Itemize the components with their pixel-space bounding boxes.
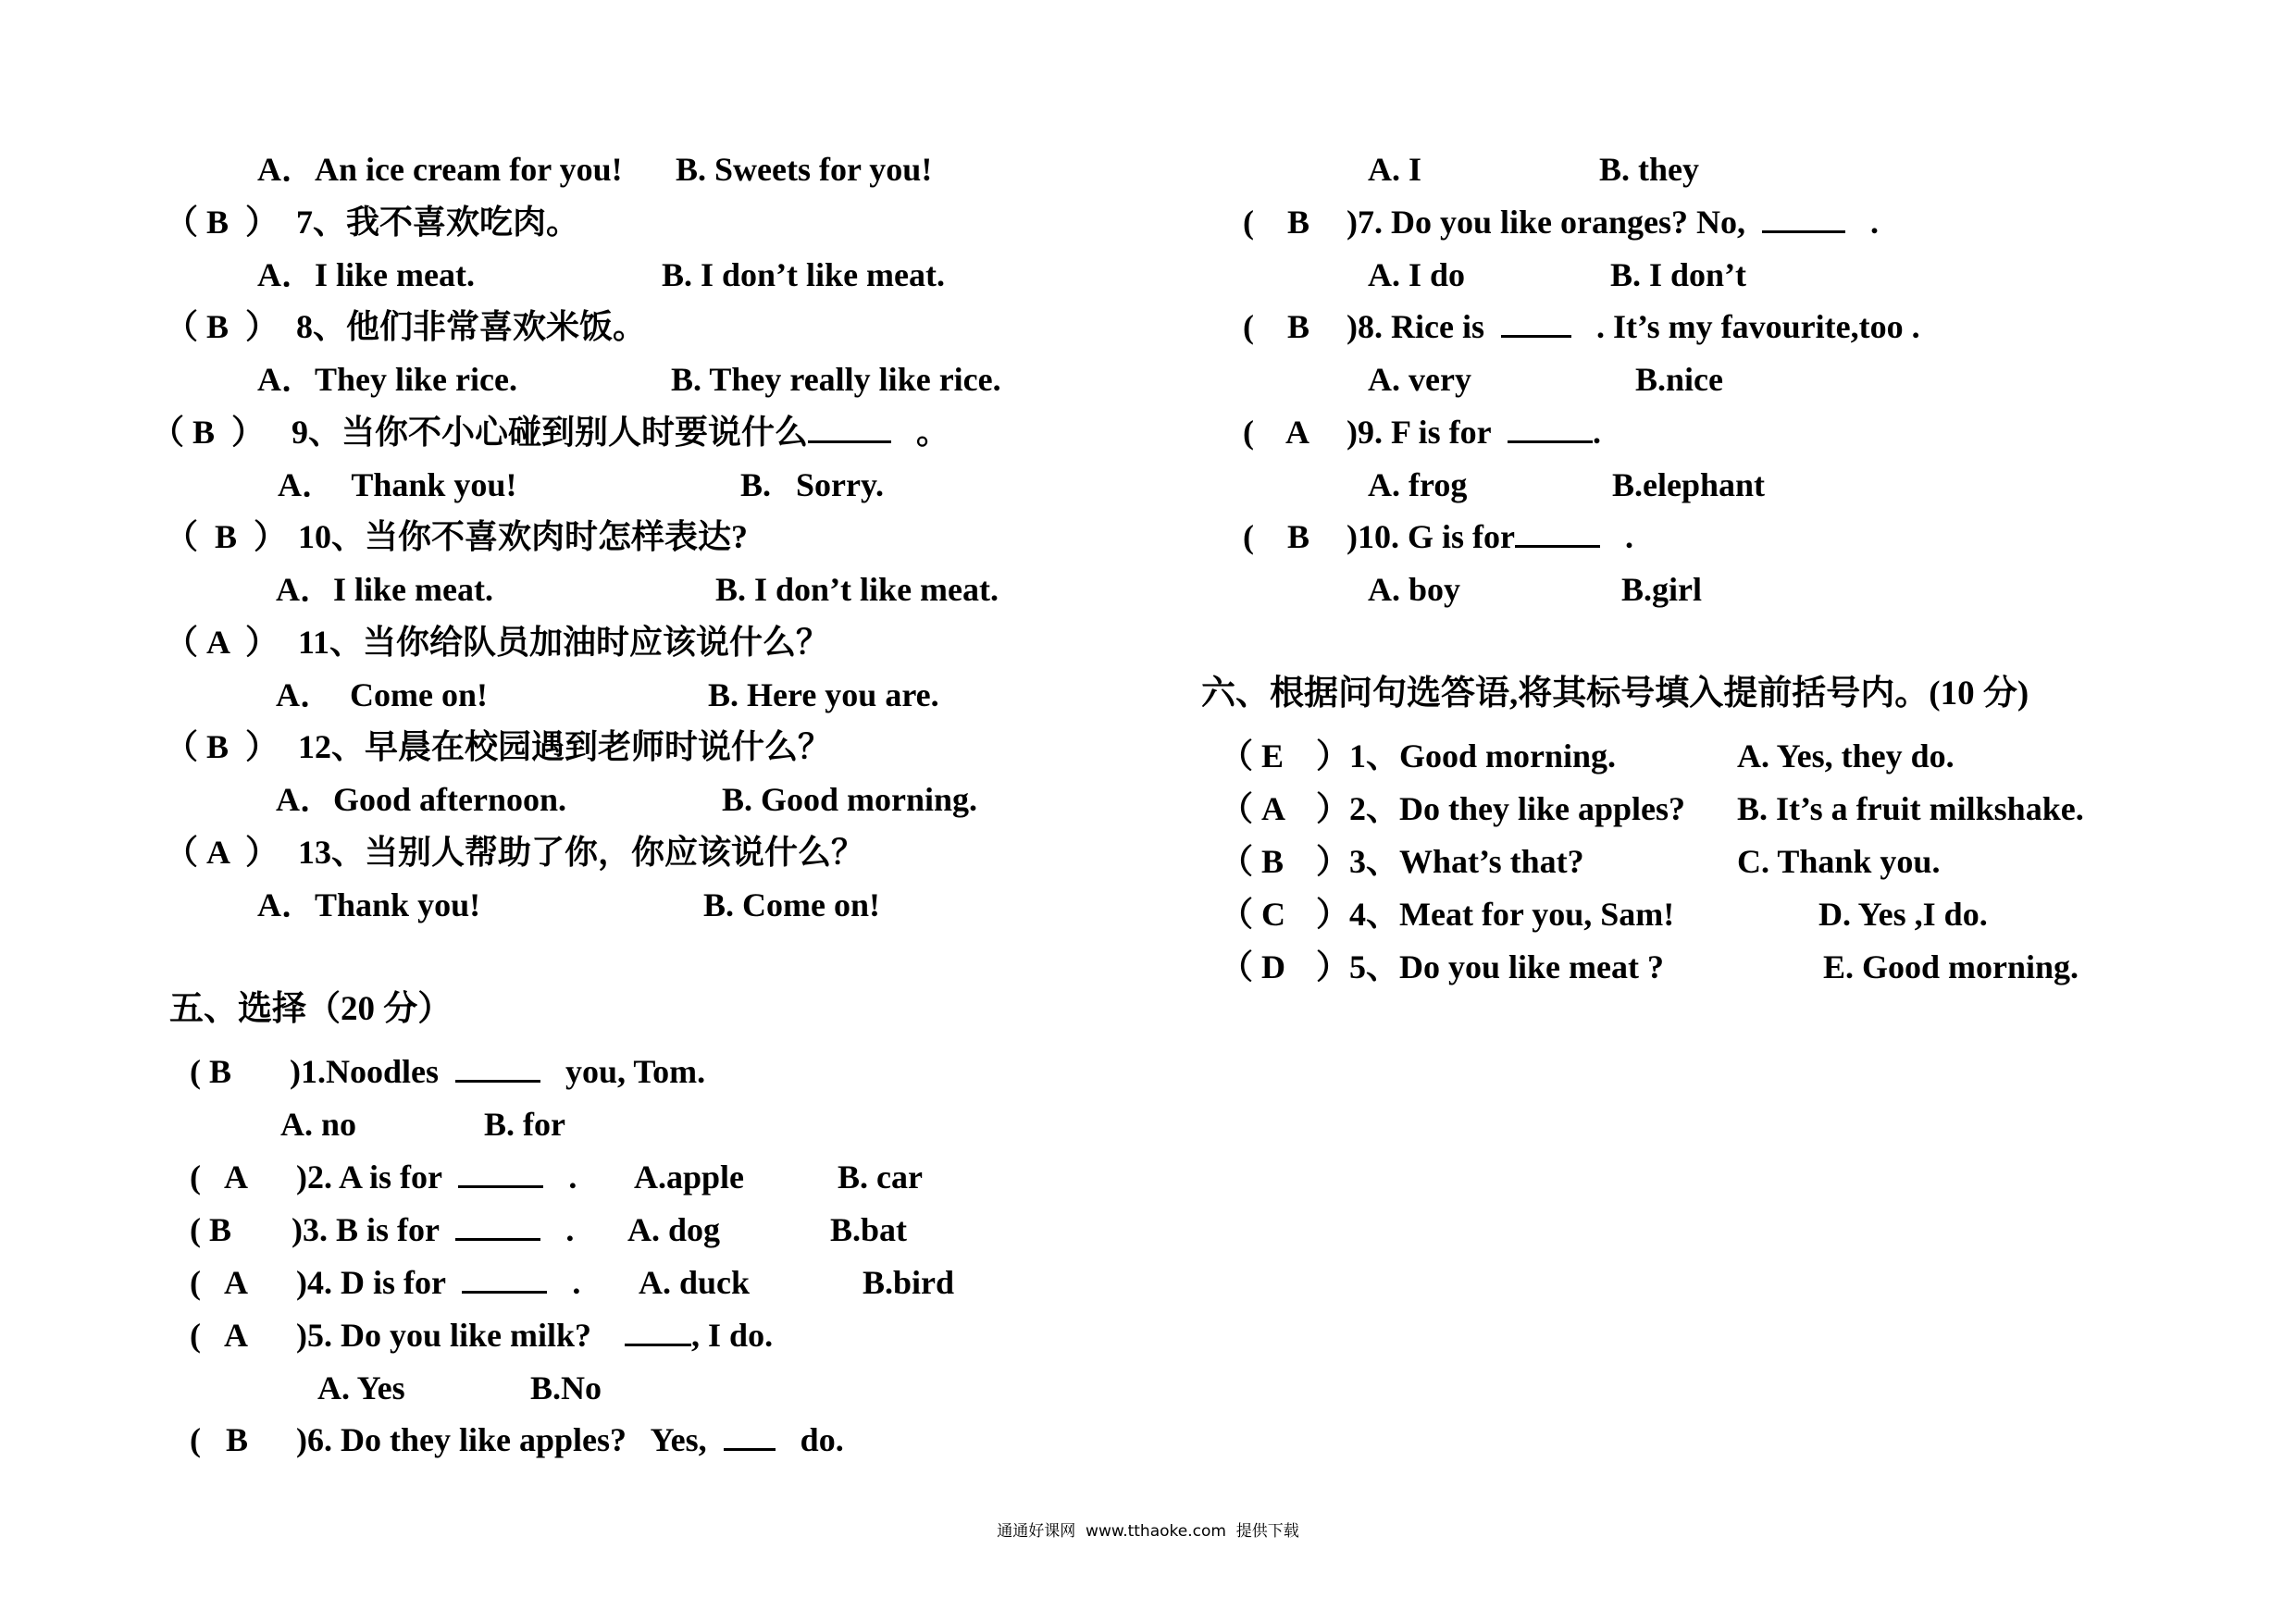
answer-letter: A <box>206 834 230 871</box>
section-5-heading: 五、选择（20 分） <box>169 990 453 1028</box>
question-s5-q9: )9. F is for . <box>1347 414 1601 451</box>
answer-paren-s5-q9: ( A <box>1243 414 1310 451</box>
question-s5-q2: )2. A is for . <box>296 1158 577 1196</box>
question-s6-4: ）4、Meat for you, Sam! <box>1316 896 1675 933</box>
answer-paren-s6-3: （ B <box>1220 843 1285 880</box>
question-s6-1: ）1、Good morning. <box>1316 737 1617 774</box>
question-q12: 12、早晨在校园遇到老师时说什么？ <box>298 728 832 765</box>
option-a: A. Yes <box>317 1369 405 1406</box>
question-s5-q10: )10. G is for . <box>1347 518 1633 555</box>
answer-letter: B <box>209 1211 232 1248</box>
answer-letter: A <box>224 1317 249 1354</box>
option-a: A．I like meat. <box>276 571 493 608</box>
question-s5-q8: )8. Rice is . It’s my favourite,too . <box>1347 308 1920 345</box>
answer-paren-q13: （ A ） <box>165 834 279 871</box>
option-a: A. very <box>1368 361 1471 398</box>
option-a: A. no <box>280 1106 357 1143</box>
reply-option-c: C. Thank you. <box>1737 843 1941 880</box>
option-b: B. I don’t like meat. <box>662 256 945 293</box>
option-b: B. Sweets for you! <box>676 151 933 188</box>
answer-blank[interactable] <box>808 413 891 443</box>
option-b: B. Here you are. <box>708 676 939 713</box>
option-b: B. they <box>1599 151 1699 188</box>
option-a: A．I like meat. <box>257 256 475 293</box>
option-a: A. dog <box>627 1211 721 1248</box>
option-a: A．An ice cream for you! <box>257 151 623 188</box>
answer-paren-s5-q5: ( A <box>190 1317 249 1354</box>
question-q7: 7、我不喜欢吃肉。 <box>296 204 580 241</box>
answer-blank[interactable] <box>1762 203 1845 233</box>
question-q9: 9、当你不小心碰到别人时要说什么 。 <box>292 414 950 451</box>
reply-option-b: B. It’s a fruit milkshake. <box>1737 790 2084 827</box>
option-b: B. Good morning. <box>722 781 978 818</box>
answer-blank[interactable] <box>455 1052 540 1083</box>
answer-blank[interactable] <box>458 1158 543 1188</box>
answer-letter: B <box>206 204 230 241</box>
answer-paren-s5-q3: ( B <box>190 1211 232 1248</box>
answer-letter: B <box>215 518 238 555</box>
answer-paren-q12: （ B ） <box>165 728 279 765</box>
answer-letter: B <box>206 728 230 765</box>
option-b: B. Sorry. <box>740 466 885 503</box>
question-s6-3: ）3、What’s that? <box>1316 843 1584 880</box>
answer-letter: B <box>206 308 230 345</box>
answer-letter: A <box>224 1158 249 1196</box>
answer-paren-s5-q10: ( B <box>1243 518 1310 555</box>
answer-letter: B <box>192 414 216 451</box>
answer-blank[interactable] <box>625 1316 691 1346</box>
answer-paren-q9: （ B ） <box>151 414 266 451</box>
answer-letter: B <box>226 1421 249 1458</box>
answer-paren-s5-q6: ( B <box>190 1421 249 1458</box>
answer-paren-q10: （ B ） <box>165 518 288 555</box>
question-s6-5: ）5、Do you like meat ? <box>1316 948 1664 985</box>
option-a: A. I do <box>1368 256 1466 293</box>
answer-letter: E <box>1261 737 1285 774</box>
question-s5-q7: )7. Do you like oranges? No, . <box>1347 204 1879 241</box>
page-footer: 通通好课网 www.tthaoke.com 提供下载 <box>997 1522 1299 1541</box>
answer-paren-q7: （ B ） <box>165 204 279 241</box>
option-a: A.apple <box>634 1158 745 1196</box>
answer-letter: A <box>1285 414 1310 451</box>
question-s5-q3: )3. B is for . <box>292 1211 575 1248</box>
answer-blank[interactable] <box>1515 517 1600 548</box>
answer-blank[interactable] <box>1508 413 1593 443</box>
answer-letter: B <box>1287 308 1310 345</box>
section-6-heading: 六、根据问句选答语,将其标号填入提前括号内。(10 分) <box>1201 675 2029 712</box>
answer-paren-s6-4: （ C <box>1220 896 1286 933</box>
question-s6-2: ）2、Do they like apples? <box>1316 790 1686 827</box>
option-b: B. I don’t <box>1610 256 1747 293</box>
answer-paren-s5-q2: ( A <box>190 1158 249 1196</box>
option-a: A. I <box>1368 151 1422 188</box>
option-a: A．Good afternoon. <box>276 781 566 818</box>
option-b: B.nice <box>1635 361 1723 398</box>
question-q10: 10、当你不喜欢肉时怎样表达? <box>298 518 749 555</box>
option-a: A. frog <box>1368 466 1468 503</box>
answer-paren-q11: （ A ） <box>165 624 279 661</box>
answer-letter: A <box>224 1264 249 1301</box>
answer-blank[interactable] <box>724 1420 776 1451</box>
answer-paren-s6-1: （ E <box>1220 737 1285 774</box>
reply-option-a: A. Yes, they do. <box>1737 737 1955 774</box>
option-a: A． Come on! <box>276 676 488 713</box>
option-b: B.No <box>530 1369 602 1406</box>
answer-paren-s5-q1: ( B <box>190 1053 232 1090</box>
answer-paren-s6-5: （ D <box>1220 948 1286 985</box>
option-b: B.bird <box>863 1264 955 1301</box>
question-s5-q1: )1.Noodles you, Tom. <box>290 1053 706 1090</box>
option-a: A．Thank you! <box>257 886 481 923</box>
option-a: A. boy <box>1368 571 1461 608</box>
option-b: B. for <box>484 1106 565 1143</box>
option-b: B.bat <box>830 1211 908 1248</box>
answer-letter: B <box>1287 518 1310 555</box>
answer-letter: A <box>206 624 230 661</box>
reply-option-d: D. Yes ,I do. <box>1818 896 1988 933</box>
question-s5-q4: )4. D is for . <box>296 1264 581 1301</box>
option-b: B. Come on! <box>703 886 880 923</box>
option-b: B.elephant <box>1612 466 1766 503</box>
question-q8: 8、他们非常喜欢米饭。 <box>296 308 647 345</box>
answer-blank[interactable] <box>462 1263 547 1294</box>
option-b: B. car <box>838 1158 923 1196</box>
answer-paren-s5-q7: ( B <box>1243 204 1310 241</box>
answer-paren-s6-2: （ A <box>1220 790 1286 827</box>
option-b: B. They really like rice. <box>671 361 1001 398</box>
option-b: B.girl <box>1621 571 1702 608</box>
option-a: A. duck <box>639 1264 751 1301</box>
answer-paren-s5-q4: ( A <box>190 1264 249 1301</box>
reply-option-e: E. Good morning. <box>1823 948 2079 985</box>
answer-letter: B <box>1287 204 1310 241</box>
question-s5-q5: )5. Do you like milk? , I do. <box>296 1317 774 1354</box>
answer-letter: B <box>209 1053 232 1090</box>
option-a: A．They like rice. <box>257 361 517 398</box>
answer-blank[interactable] <box>455 1210 540 1241</box>
answer-letter: A <box>1261 790 1286 827</box>
answer-letter: B <box>1261 843 1285 880</box>
answer-paren-s5-q8: ( B <box>1243 308 1310 345</box>
option-a: A． Thank you! <box>278 466 517 503</box>
answer-paren-q8: （ B ） <box>165 308 279 345</box>
answer-letter: D <box>1261 948 1286 985</box>
question-q11: 11、当你给队员加油时应该说什么？ <box>298 624 830 661</box>
option-b: B. I don’t like meat. <box>715 571 999 608</box>
answer-blank[interactable] <box>1501 307 1571 338</box>
question-q13: 13、当别人帮助了你，你应该说什么？ <box>298 834 865 871</box>
question-s5-q6: )6. Do they like apples? Yes, do. <box>296 1421 844 1458</box>
answer-letter: C <box>1261 896 1286 933</box>
